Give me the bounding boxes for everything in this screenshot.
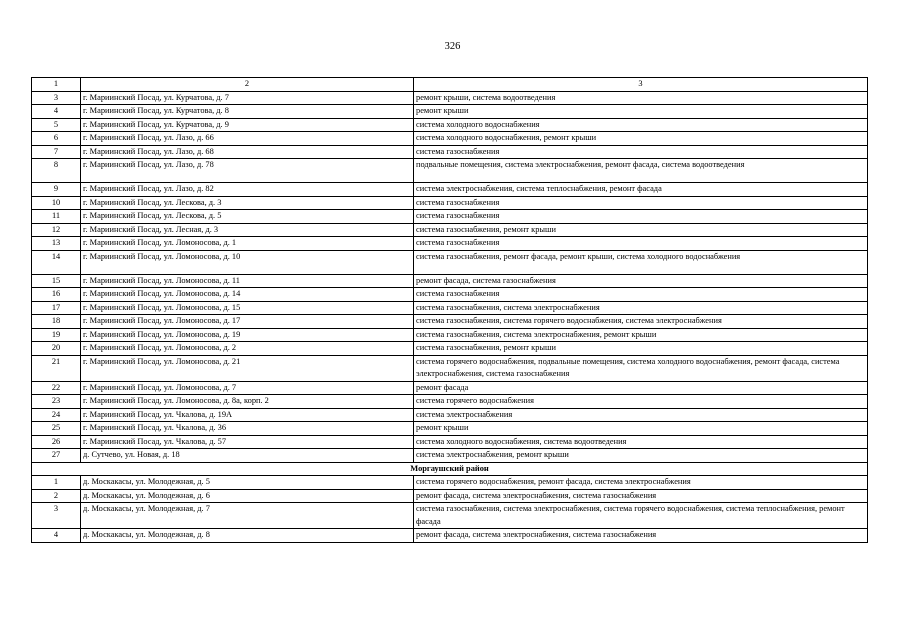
table-row [32,132,868,146]
table-row [32,408,868,422]
row-number: 4 [32,529,81,543]
table-row [32,449,868,463]
table-row [32,489,868,503]
row-works: система газоснабжения, ремонт крыши [414,342,868,356]
table-row [32,274,868,288]
row-address: г. Мариинский Посад, ул. Ломоносова, д. 7 [81,381,414,395]
row-works: система газоснабжения, ремонт фасада, ремонт крыши, система холодного водоснабжения [414,250,868,274]
row-address: д. Москакасы, ул. Молодежная, д. 7 [81,503,414,529]
row-address: г. Мариинский Посад, ул. Ломоносова, д. 10 [81,250,414,274]
section-header-row [32,462,868,476]
row-address: г. Мариинский Посад, ул. Чкалова, д. 19А [81,408,414,422]
row-address: г. Мариинский Посад, ул. Курчатова, д. 7 [81,91,414,105]
row-number: 11 [32,210,81,224]
table-row [32,395,868,409]
row-number: 3 [32,503,81,529]
table-row [32,435,868,449]
row-address: д. Сутчево, ул. Новая, д. 18 [81,449,414,463]
row-number: 3 [32,91,81,105]
row-number: 8 [32,159,81,183]
row-works: ремонт крыши [414,105,868,119]
table-row [32,301,868,315]
section-title: Моргаушский район [32,462,868,476]
row-address: г. Мариинский Посад, ул. Лазо, д. 78 [81,159,414,183]
row-address: г. Мариинский Посад, ул. Ломоносова, д. 2 [81,342,414,356]
row-works: система электроснабжения, ремонт крыши [414,449,868,463]
row-number: 25 [32,422,81,436]
row-address: г. Мариинский Посад, ул. Ломоносова, д. 14 [81,288,414,302]
table-row [32,145,868,159]
row-works: система холодного водоснабжения [414,118,868,132]
row-address: г. Мариинский Посад, ул. Ломоносова, д. 19 [81,328,414,342]
row-works: ремонт крыши [414,422,868,436]
table-header-row [32,78,868,92]
row-works: система горячего водоснабжения [414,395,868,409]
table-row [32,118,868,132]
row-number: 17 [32,301,81,315]
row-works: система горячего водоснабжения, подвальные помещения, система холодного водоснабжения, ремонт фасада, система электроснабжения, система газоснабжения [414,355,868,381]
row-address: г. Мариинский Посад, ул. Лескова, д. 3 [81,196,414,210]
row-works: ремонт фасада, система электроснабжения, система газоснабжения [414,529,868,543]
row-number: 1 [32,476,81,490]
table-row [32,105,868,119]
row-address: г. Мариинский Посад, ул. Лазо, д. 68 [81,145,414,159]
row-number: 21 [32,355,81,381]
row-number: 6 [32,132,81,146]
row-address: д. Москакасы, ул. Молодежная, д. 8 [81,529,414,543]
row-number: 27 [32,449,81,463]
row-number: 2 [32,489,81,503]
row-number: 22 [32,381,81,395]
row-works: система газоснабжения, система горячего водоснабжения, система электроснабжения [414,315,868,329]
row-works: ремонт фасада [414,381,868,395]
row-address: г. Мариинский Посад, ул. Ломоносова, д. 21 [81,355,414,381]
table-row [32,91,868,105]
row-address: г. Мариинский Посад, ул. Чкалова, д. 36 [81,422,414,436]
row-number: 24 [32,408,81,422]
row-number: 5 [32,118,81,132]
header-col-number: 1 [32,78,81,92]
row-works: система газоснабжения [414,196,868,210]
row-works: система газоснабжения [414,237,868,251]
page-number: 326 [444,41,461,52]
row-number: 23 [32,395,81,409]
row-number: 19 [32,328,81,342]
table-row [32,422,868,436]
row-works: система газоснабжения [414,210,868,224]
row-works: система газоснабжения, система электроснабжения, ремонт крыши [414,328,868,342]
table-row [32,529,868,543]
row-number: 10 [32,196,81,210]
table-row [32,223,868,237]
table-row [32,288,868,302]
row-address: г. Мариинский Посад, ул. Лесная, д. 3 [81,223,414,237]
table-row [32,342,868,356]
row-number: 12 [32,223,81,237]
row-address: г. Мариинский Посад, ул. Курчатова, д. 8 [81,105,414,119]
buildings-table [31,77,868,543]
row-works: подвальные помещения, система электроснабжения, ремонт фасада, система водоотведения [414,159,868,183]
table-row [32,315,868,329]
row-works: система газоснабжения, ремонт крыши [414,223,868,237]
row-number: 9 [32,183,81,197]
row-address: д. Москакасы, ул. Молодежная, д. 6 [81,489,414,503]
table-row [32,159,868,183]
header-col-address: 2 [81,78,414,92]
table-row [32,381,868,395]
row-works: система газоснабжения [414,288,868,302]
table-body [32,78,868,543]
row-address: г. Мариинский Посад, ул. Курчатова, д. 9 [81,118,414,132]
table-row [32,250,868,274]
row-address: г. Мариинский Посад, ул. Ломоносова, д. 1 [81,237,414,251]
table-row [32,503,868,529]
table-row [32,476,868,490]
row-works: система газоснабжения [414,145,868,159]
row-number: 13 [32,237,81,251]
row-address: г. Мариинский Посад, ул. Ломоносова, д. 8а, корп. 2 [81,395,414,409]
row-works: ремонт фасада, система электроснабжения, система газоснабжения [414,489,868,503]
row-works: система электроснабжения [414,408,868,422]
row-address: г. Мариинский Посад, ул. Лазо, д. 66 [81,132,414,146]
row-address: г. Мариинский Посад, ул. Лазо, д. 82 [81,183,414,197]
row-works: система холодного водоснабжения, система водоотведения [414,435,868,449]
row-number: 20 [32,342,81,356]
row-works: система горячего водоснабжения, ремонт фасада, система электроснабжения [414,476,868,490]
row-address: г. Мариинский Посад, ул. Ломоносова, д. 17 [81,315,414,329]
table-row [32,328,868,342]
row-number: 14 [32,250,81,274]
row-number: 7 [32,145,81,159]
row-works: система холодного водоснабжения, ремонт крыши [414,132,868,146]
row-number: 26 [32,435,81,449]
row-works: система газоснабжения, система электроснабжения, система горячего водоснабжения, система теплоснабжения, ремонт фасада [414,503,868,529]
row-address: г. Мариинский Посад, ул. Чкалова, д. 57 [81,435,414,449]
row-address: г. Мариинский Посад, ул. Лескова, д. 5 [81,210,414,224]
table-row [32,183,868,197]
row-works: ремонт крыши, система водоотведения [414,91,868,105]
row-address: г. Мариинский Посад, ул. Ломоносова, д. 11 [81,274,414,288]
table-row [32,196,868,210]
row-works: ремонт фасада, система газоснабжения [414,274,868,288]
row-number: 18 [32,315,81,329]
row-address: г. Мариинский Посад, ул. Ломоносова, д. 15 [81,301,414,315]
row-works: система электроснабжения, система теплоснабжения, ремонт фасада [414,183,868,197]
table-row [32,355,868,381]
row-number: 4 [32,105,81,119]
row-number: 15 [32,274,81,288]
table-row [32,237,868,251]
row-number: 16 [32,288,81,302]
header-col-works: 3 [414,78,868,92]
row-works: система газоснабжения, система электроснабжения [414,301,868,315]
table-row [32,210,868,224]
row-address: д. Москакасы, ул. Молодежная, д. 5 [81,476,414,490]
